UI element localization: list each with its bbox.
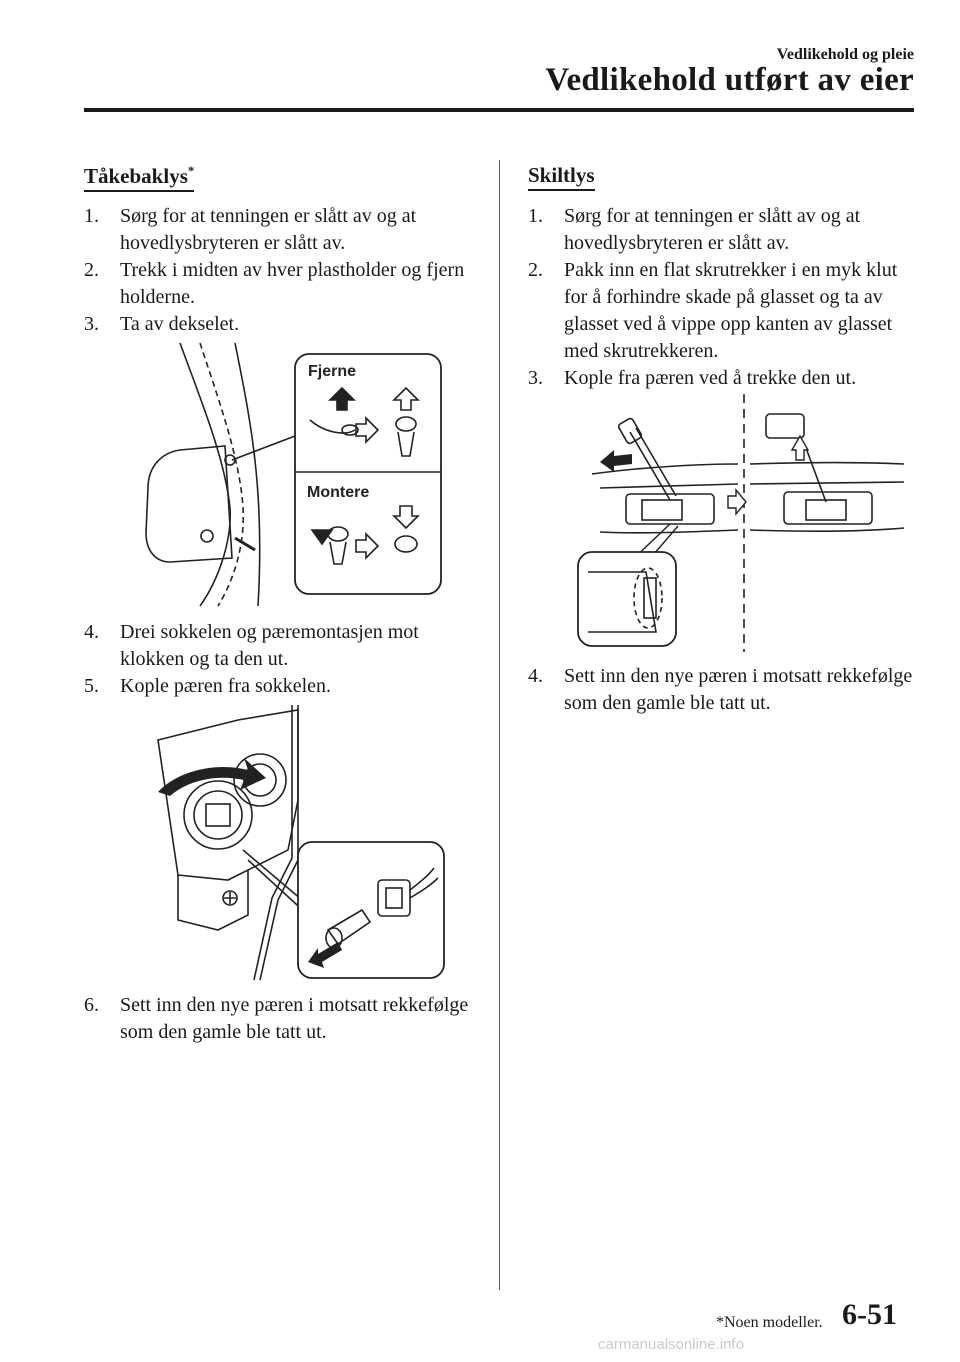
license-steps-4 bbox=[528, 663, 918, 717]
step-item bbox=[84, 257, 474, 311]
step-number: 4. bbox=[84, 621, 99, 643]
step-number: 3. bbox=[528, 367, 543, 389]
rotate-arrow-icon bbox=[158, 758, 266, 796]
license-steps-1-3 bbox=[528, 203, 918, 392]
label-install: Montere bbox=[307, 484, 370, 501]
step-item bbox=[528, 663, 918, 717]
step-item bbox=[84, 992, 474, 1046]
step-number: 6. bbox=[84, 994, 99, 1016]
step-text: Sett inn den nye pæren i motsatt rekkefølge som den gamle ble tatt ut. bbox=[120, 994, 469, 1043]
step-text: Ta av dekselet. bbox=[120, 313, 240, 335]
footnote-mark: * bbox=[187, 163, 195, 178]
label-remove: Fjerne bbox=[308, 363, 357, 380]
step-text: Trekk i midten av hver plastholder og fjern holderne. bbox=[120, 259, 465, 308]
step-text: Sørg for at tenningen er slått av og at hovedlysbryteren er slått av. bbox=[120, 205, 417, 254]
header-rule bbox=[84, 108, 914, 112]
pry-arrow-icon bbox=[600, 450, 632, 472]
step-number: 1. bbox=[528, 205, 543, 227]
step-item bbox=[528, 203, 918, 257]
step-arrow-icon bbox=[728, 490, 746, 514]
license-light-heading bbox=[528, 163, 595, 188]
step-item bbox=[528, 365, 918, 392]
step-text: Pakk inn en flat skrutrekker i en myk klut for å forhindre skade på glasset og ta av glasset ved å vippe opp kanten av glasset med skrutrekkeren. bbox=[564, 259, 898, 362]
column-divider bbox=[499, 160, 500, 1290]
step-item bbox=[84, 311, 474, 338]
step-text: Sett inn den nye pæren i motsatt rekkefølge som den gamle ble tatt ut. bbox=[564, 665, 913, 714]
watermark: carmanualsonline.info bbox=[598, 1336, 744, 1353]
step-number: 3. bbox=[84, 313, 99, 335]
chapter-title: Vedlikehold og pleie bbox=[776, 46, 914, 63]
step-number: 5. bbox=[84, 675, 99, 697]
pull-up-arrow-icon bbox=[792, 436, 808, 460]
step-number: 1. bbox=[84, 205, 99, 227]
step-number: 4. bbox=[528, 665, 543, 687]
step-number: 2. bbox=[528, 259, 543, 281]
footnote: *Noen modeller. bbox=[716, 1314, 823, 1331]
step-item bbox=[84, 673, 474, 700]
step-text: Sørg for at tenningen er slått av og at hovedlysbryteren er slått av. bbox=[564, 205, 861, 254]
step-text: Drei sokkelen og pæremontasjen mot klokken og ta den ut. bbox=[120, 621, 419, 670]
detail-box bbox=[295, 354, 441, 594]
rear-fog-steps-6 bbox=[84, 992, 474, 1046]
step-item bbox=[84, 619, 474, 673]
step-number: 2. bbox=[84, 259, 99, 281]
bulb-socket-illustration bbox=[148, 700, 446, 982]
step-text: Kople pæren fra sokkelen. bbox=[120, 675, 332, 697]
cover-removal-illustration bbox=[140, 338, 445, 608]
license-light-illustration bbox=[570, 392, 910, 654]
section-title: Vedlikehold utført av eier bbox=[545, 62, 914, 98]
license-light-title: Skiltlys bbox=[528, 163, 595, 191]
page-number: 6-51 bbox=[842, 1298, 897, 1331]
rear-fog-steps-1-3 bbox=[84, 203, 474, 338]
rear-fog-light-title: Tåkebaklys bbox=[84, 164, 188, 188]
rear-fog-steps-4-5 bbox=[84, 619, 474, 700]
step-item bbox=[528, 257, 918, 365]
step-item bbox=[84, 203, 474, 257]
step-text: Kople fra pæren ved å trekke den ut. bbox=[564, 367, 857, 389]
rear-fog-light-heading bbox=[84, 163, 194, 189]
